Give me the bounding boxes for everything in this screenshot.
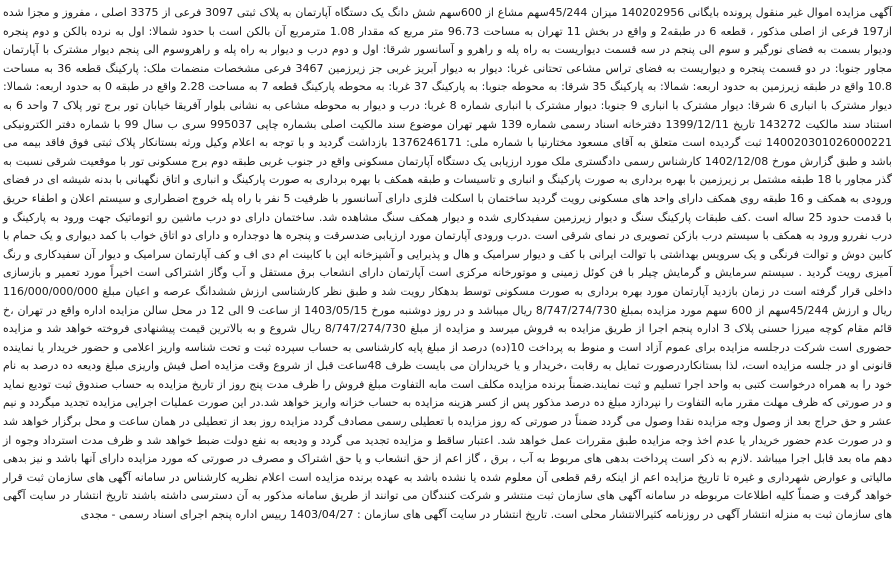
auction-notice-text: آگهی مزایده اموال غیر منقول پرونده بایگانی 140202956 میزان 45/244سهم مشاع از 600سهم شش دانگ یک دستگاه آپارتمان به پلاک ثبتی 3097 فرعی از 3375 اصلی ، مفروز و مجزا شده از197 فرعی از اصلی مذکور ، قطعه 6 در طبقه2 و واقع در بخش 11 تهران به مساحت 96.73 متر مربع که مقدار 1.08 مترمربع آن بالکن است با حدود شمالا: اول به نرده بالکن و دوم پنجره ودیوار بسمت به فضای نورگیر و سوم الی پنجم در سه قسمت دیواریست به راه پله و راهرو و آسانسور شرقا: اول و دوم درب و دیوار به راه پله و راهروسوم الی پنجم دیوار مشترک با آپارتمان مجاور جنوبا: در دو قسمت پنجره و دیواریست به فضای تراس مشاعی تحتانی غربا: دیوار به دیوار آبریز غربی جز زیرزمین 3467 فرعی مشخصات منضمات ملک: پارکینگ قطعه 36 به مساحت 10.8 واقع در طبقه زیرزمین به حدود اربعه: شمالا: به پارکینگ 35 شرقا: به محوطه جنوبا: به پارکینگ 37 غربا: به محوطه پارکینگ قطعه 7 به مساحت 2.28 واقع در طبقه 0 به حدود اربعه: شمالا: دیوار مشترک با انباری 6 شرقا: دیوار مشترک با انباری 9 جنوبا: دیوار مشترک با انباری شماره 8 غربا: درب و دیوار به محوطه مشاعی به نشانی بلوار آفریقا خیابان تور برج تور پلاک 7 واحد 6 به استناد سند مالکیت 143272 تاریخ 1399/12/11 دفترخانه اسناد رسمی شماره 139 شهر تهران موضوع سند مالکیت اصلی بشماره چاپی 995037 سری ب سال 99 با شماره دفتر الکترونیکی 140020301026000221 ثبت گردیده است متعلق به آقای مسعود مختارنیا با شماره ملی: 1376246171 بازداشت گردید و با توجه به اعلام وکیل ورثه بستانکار پلاک ثبتی فوق فاقد بیمه می باشد و طبق گزارش مورخ 1402/12/08 کارشناس رسمی دادگستری ملک مورد ارزیابی یک دستگاه آپارتمان مسکونی واقع در جنوب غربی طبقه دوم برج مسکونی تور با موقعیت شرقی نسبت به گذر مجاور با 18 طبقه مشتمل بر زیرزمین با بهره برداری به صورت پارکینگ و انباری و تاسیسات و طبقه همکف با بهره برداری به صورت پارکینگ و انباری و اتاق نگهبانی با بدنه شیشه ای در فضای ورودی به همکف و 16 طبقه روی همکف دارای واحد های مسکونی رویت گردید ساختمان با اسکلت فلزی دارای آسانسور با ظرفیت 5 نفر با راه پله خروج اضطراری و سیستم اعلان و اطفاء حریق با قدمت حدود 25 ساله است .کف طبقات پارکینگ سنگ و دیوار زیرزمین سفیدکاری شده و دیوار همکف سنگ مشاهده شد. ساختمان دارای دو درب ماشین رو اتوماتیک جهت ورود به پارکینگ و درب نفررو ورود به همکف با سیستم درب بازکن تصویری در نمای شرقی است .درب ورودی آپارتمان مورد ارزیابی ضدسرقت و پنجره ها دوجداره و دارای دو اتاق خواب با کمد دیواری و یک حمام با کابین دوش و توالت فرنگی و یک سرویس بهداشتی با توالت ایرانی با کف و دیوار سرامیک و هال و پذیرایی و آشپزخانه اپن با کابینت ام دی اف و کف آپارتمان سرامیک و دیوار آن سفیدکاری و رنگ آمیزی رویت گردید . سیستم سرمایش و گرمایش چیلر با فن کوئل زمینی و موتورخانه مرکزی است آپارتمان دارای انشعاب برق مستقل و آب وگاز اشتراکی است اخیراً مورد تعمیر و بازسازی داخلی قرار گرفته است در زمان بازدید آپارتمان مورد بهره برداری به صورت مسکونی توسط بدهکار رویت شد و طبق نظر کارشناسی ارزش ششدانگ عرصه و اعیان مبلغ 116/000/000/000 ریال و ارزش 45/244سهم از 600 سهم مورد مزایده بمبلغ 8/747/274/730 ریال میباشد و در روز دوشنبه مورخ 1403/05/15 از ساعت 9 الی 12 در محل سالن مزایده اداره واقع در تهران ،خ قائم مقام کوچه میرزا حسنی پلاک 3 اداره پنجم اجرا از طریق مزایده به فروش میرسد و مزایده از مبلغ 8/747/274/730 ریال شروع و به بالاترین قیمت پیشنهادی فروخته خواهد شد و مزایده حضوری است شرکت درجلسه مزایده برای عموم آزاد است و منوط به پرداخت 10(ده) درصد از مبلغ پایه کارشناسی به حساب سپرده ثبت و تحت شناسه واریز اعلامی و حضور خریدار یا نماینده قانونی او در جلسه مزایده است، لذا بستانکاردرصورت تمایل به رقابت ،خریدار و یا خریداران می بایست ظرف 48ساعت قبل از شروع وقت مزایده اصل فیش واریزی مبلغ ودیعه ده درصد به نام خود را به همراه درخواست کتبی به واحد اجرا تسلیم و ثبت نمایند.ضمناً برنده مزایده مکلف است مابه التفاوت مبلغ فروش را ظرف مدت پنج روز از تاریخ مزایده به حساب صندوق ثبت تودیع نماید و در صورتی که ظرف مهلت مقرر مابه التفاوت را نپردازد مبلغ ده درصد مذکور پس از کسر هزینه مزایده به حساب خزانه واریز خواهد شد.در این صورت عملیات اجرایی مزایده تجدید میگردد و نیم عشر و حق حراج بعد از وصول وجه مزایده نقدا وصول می گردد ضمناً در صورتی که روز مزایده با تعطیلی رسمی مصادف گردد مزایده روز بعد از تعطیلی در همان ساعت و محل برگزار خواهد شد و در صورت عدم حضور خریدار یا عدم اخذ وجه مزایده طبق مقررات عمل خواهد شد. اعتبار ساقط و مزایده تجدید می گردد و ودیعه به نفع دولت ضبط خواهد شد و ظرف مدت استرداد وجوه از دهم ماه بعد قابل اجرا میباشد .لازم به ذکر است پرداخت بدهی های مربوط به آب ، برق ، گاز اعم از حق انشعاب و یا حق اشتراک و مصرف در صورتی که مورد مزایده دارای آنها باشد و نیز بدهی مالیاتی و عوارض شهرداری و غیره تا تاریخ مزایده اعم از اینکه رقم قطعی آن معلوم شده یا نشده باشد به عهده برنده مزایده است اعلام نظریه کارشناس در سامانه آگهی های سازمان ثبت قرار خواهد گرفت و ضمناً کلیه اطلاعات مربوطه در سامانه آگهی های سازمان ثبت منتشر و شرکت کنندگان می توانند از طریق سامانه مذکور به آن دسترسی داشته باشند تاریخ انتشار در سایت آگهی های سازمان ثبت به منزله انتشار آگهی در روزنامه کثیرالانتشار محلی است. تاریخ انتشار در سایت آگهی های سازمان : 1403/04/27 رییس اداره پنجم اجرای اسناد رسمی - مجدی [3, 6, 893, 522]
